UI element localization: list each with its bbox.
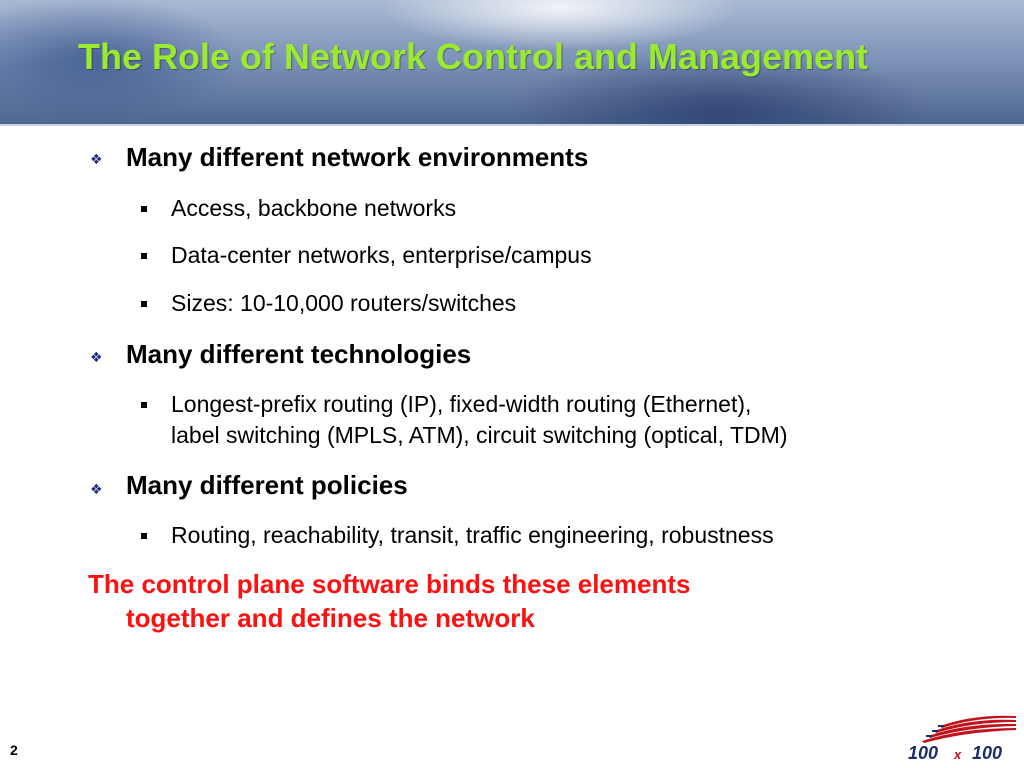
diamond-bullet-icon: ❖ — [90, 349, 103, 365]
sub-bullet-datacenter: Data-center networks, enterprise/campus — [171, 242, 592, 268]
square-bullet-icon — [141, 206, 147, 212]
logo-text-left: 100 — [908, 743, 939, 763]
page-number: 2 — [10, 742, 18, 758]
diamond-bullet-icon: ❖ — [90, 481, 103, 497]
conclusion-line1: The control plane software binds these elements — [88, 569, 691, 599]
logo-text-right: 100 — [972, 743, 1003, 763]
logo-text-middle: x — [954, 747, 962, 762]
slide-title: The Role of Network Control and Management — [78, 36, 869, 77]
sub-bullet-access: Access, backbone networks — [171, 195, 457, 221]
bullet-environments: Many different network environments — [126, 142, 589, 172]
conclusion-line2: together and defines the network — [126, 603, 535, 633]
bullet-technologies: Many different technologies — [126, 339, 472, 369]
sub-bullet-policies-list: Routing, reachability, transit, traffic engineering, robustness — [171, 522, 774, 548]
conclusion-text — [88, 567, 848, 635]
sub-bullet-routing-types-line2: label switching (MPLS, ATM), circuit switching (optical, TDM) — [171, 422, 788, 448]
sub-bullet-sizes: Sizes: 10-10,000 routers/switches — [171, 290, 517, 316]
bullet-policies: Many different policies — [126, 470, 408, 500]
square-bullet-icon — [141, 533, 147, 539]
sub-bullet-routing-types-line1: Longest-prefix routing (IP), fixed-width routing (Ethernet), — [171, 391, 752, 417]
slide-header-banner — [0, 0, 1024, 126]
square-bullet-icon — [141, 301, 147, 307]
logo-stripes — [922, 716, 1016, 743]
diamond-bullet-icon: ❖ — [90, 151, 103, 167]
100x100-logo — [904, 712, 1022, 764]
square-bullet-icon — [141, 253, 147, 259]
square-bullet-icon — [141, 402, 147, 408]
